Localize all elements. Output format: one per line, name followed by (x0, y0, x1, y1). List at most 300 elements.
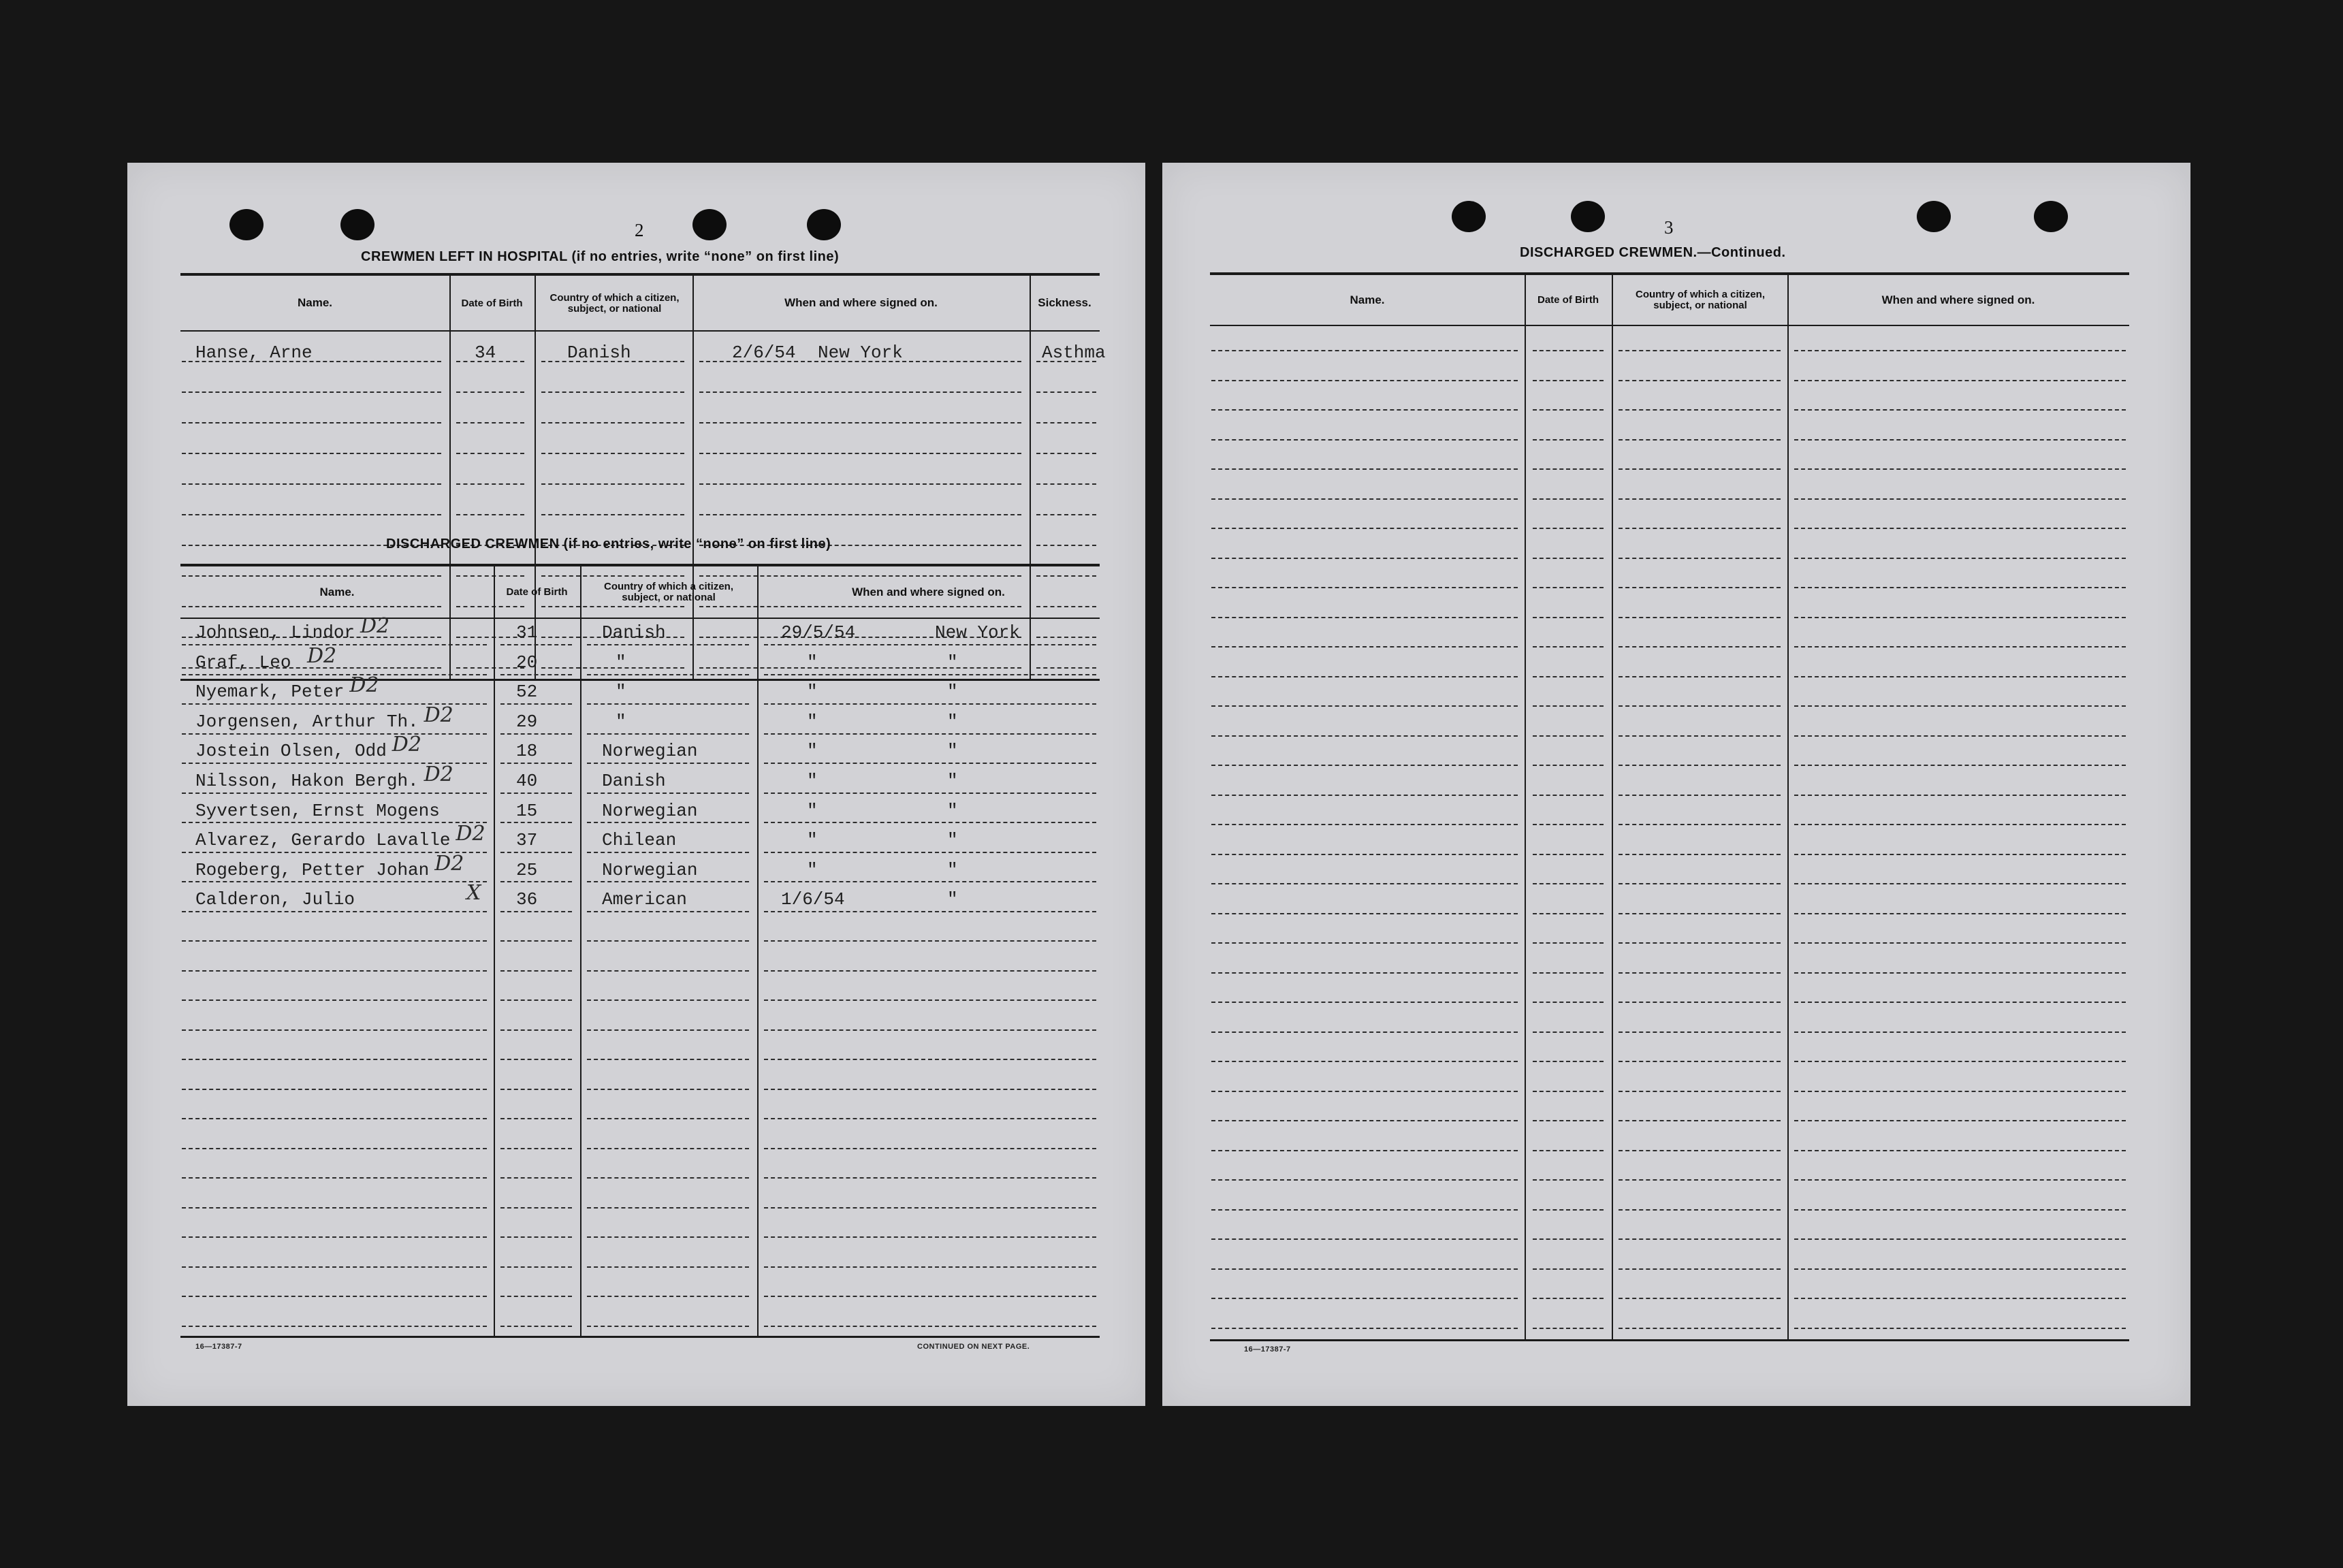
ruled-line (1533, 972, 1604, 974)
ruled-line (1533, 705, 1604, 707)
ruled-line (1794, 646, 2126, 647)
ruled-line (1533, 1002, 1604, 1003)
ruled-line (500, 644, 572, 645)
ruled-line (1211, 1238, 1518, 1240)
ruled-line (1533, 498, 1604, 500)
ruled-line (1619, 1091, 1781, 1092)
ruled-line (1619, 705, 1781, 707)
ruled-line (500, 940, 572, 942)
ruled-line (1619, 409, 1781, 411)
ruled-line (1533, 468, 1604, 470)
ruled-line (1533, 913, 1604, 914)
handwritten-annotation: D2 (349, 673, 379, 698)
ruled-line (1211, 883, 1518, 884)
ruled-line (1619, 1238, 1781, 1240)
ruled-line (1619, 735, 1781, 737)
ruled-line (500, 1326, 572, 1327)
ruled-line (1619, 1179, 1781, 1181)
ruled-line (587, 733, 749, 735)
punch-hole (229, 209, 264, 240)
ruled-line (1794, 1238, 2126, 1240)
crew-dob: 18 (516, 741, 538, 762)
crew-signed-date: " (807, 652, 818, 673)
ruled-line (456, 514, 524, 515)
ruled-line (764, 1296, 1096, 1297)
ruled-line (182, 1296, 487, 1297)
ruled-line (1533, 409, 1604, 411)
ruled-line (1533, 1298, 1604, 1299)
hospital-sickness: Asthma (1042, 342, 1106, 363)
handwritten-annotation: X (466, 881, 481, 906)
crew-dob: 37 (516, 830, 538, 851)
ruled-line (1211, 1031, 1518, 1033)
ruled-line (1211, 498, 1518, 500)
ruled-line (1211, 795, 1518, 796)
ruled-line (500, 1029, 572, 1031)
header-sickness: Sickness. (1038, 296, 1091, 309)
ruled-line (1211, 558, 1518, 559)
ruled-line (1794, 380, 2126, 381)
header-date-of-birth: Date of Birth (1537, 293, 1599, 306)
ruled-line (1794, 795, 2126, 796)
ruled-line (1794, 676, 2126, 677)
ruled-line (764, 793, 1096, 794)
ruled-line (1794, 765, 2126, 766)
ruled-line (1794, 498, 2126, 500)
ruled-line (1619, 468, 1781, 470)
ruled-line (456, 361, 524, 362)
crew-country: " (616, 711, 626, 732)
ruled-line (1211, 676, 1518, 677)
header-name: Name. (319, 585, 355, 598)
ruled-line (500, 1236, 572, 1238)
ruled-line (1619, 1031, 1781, 1033)
ruled-line (587, 999, 749, 1001)
ruled-line (1619, 765, 1781, 766)
ruled-line (500, 999, 572, 1001)
ruled-line (1794, 409, 2126, 411)
ruled-line (1794, 468, 2126, 470)
crew-dob: 20 (516, 652, 538, 673)
punch-hole (1571, 201, 1605, 232)
ruled-line (1794, 972, 2126, 974)
ruled-line (500, 1148, 572, 1149)
ruled-line (182, 940, 487, 942)
ruled-line (764, 822, 1096, 823)
ruled-line (764, 1326, 1096, 1327)
ruled-line (764, 999, 1096, 1001)
ruled-line (764, 703, 1096, 705)
ruled-line (541, 361, 684, 362)
punch-hole (1452, 201, 1486, 232)
ruled-line (1794, 1328, 2126, 1329)
header-signed-on: When and where signed on. (1881, 293, 2035, 306)
ruled-line (500, 793, 572, 794)
ruled-line (1619, 1268, 1781, 1270)
header-name: Name. (297, 296, 333, 309)
ruled-line (1036, 453, 1096, 454)
ruled-line (500, 1059, 572, 1060)
ruled-line (182, 483, 441, 485)
ruled-line (1794, 1298, 2126, 1299)
ruled-line (1794, 1002, 2126, 1003)
ruled-line (1211, 617, 1518, 618)
crew-signed-date: " (807, 741, 818, 762)
ruled-line (699, 514, 1021, 515)
ruled-line (699, 361, 1021, 362)
ruled-line (182, 1059, 487, 1060)
ruled-line (699, 422, 1021, 423)
ruled-line (1211, 705, 1518, 707)
ruled-line (1794, 439, 2126, 441)
ruled-line (1794, 705, 2126, 707)
ruled-line (1619, 795, 1781, 796)
ruled-line (1619, 498, 1781, 500)
ruled-line (1533, 1091, 1604, 1092)
page-number: 2 (635, 220, 644, 240)
ruled-line (1533, 1328, 1604, 1329)
ruled-line (1211, 854, 1518, 855)
crew-dob: 36 (516, 889, 538, 910)
ruled-line (1794, 587, 2126, 588)
header-signed-on: When and where signed on. (784, 296, 938, 309)
punch-hole (2034, 201, 2068, 232)
crew-country: Chilean (602, 830, 677, 851)
header-country: Country of which a citizen, subject, or national (1635, 288, 1765, 311)
crew-signed-place: " (947, 889, 958, 910)
ruled-line (1794, 913, 2126, 914)
ruled-line (541, 514, 684, 515)
ruled-line (1533, 1268, 1604, 1270)
ruled-line (587, 1296, 749, 1297)
header-signed-on: When and where signed on. (852, 585, 1005, 598)
ruled-line (1619, 350, 1781, 351)
ruled-line (764, 1177, 1096, 1179)
crew-country: " (616, 652, 626, 673)
ruled-line (1794, 1268, 2126, 1270)
ruled-line (587, 1236, 749, 1238)
ruled-line (500, 763, 572, 764)
ruled-line (764, 1089, 1096, 1090)
crew-name: Nilsson, Hakon Bergh. (195, 771, 419, 791)
form-number: 16—17387-7 (1244, 1345, 1291, 1354)
ruled-line (456, 391, 524, 393)
ruled-line (1619, 1120, 1781, 1121)
ruled-line (1533, 617, 1604, 618)
crew-country: American (602, 889, 687, 910)
crew-name: Syvertsen, Ernst Mogens (195, 800, 440, 821)
ruled-line (1533, 350, 1604, 351)
ruled-line (1211, 1328, 1518, 1329)
ruled-line (1533, 1031, 1604, 1033)
ruled-line (587, 1089, 749, 1090)
ruled-line (541, 453, 684, 454)
ruled-line (1533, 676, 1604, 677)
ruled-line (1619, 913, 1781, 914)
ruled-line (587, 940, 749, 942)
ruled-line (764, 852, 1096, 853)
ruled-line (1533, 854, 1604, 855)
ruled-line (1211, 439, 1518, 441)
ruled-line (1794, 1031, 2126, 1033)
ruled-line (1794, 1091, 2126, 1092)
handwritten-annotation: D2 (307, 643, 337, 668)
ruled-line (587, 1118, 749, 1119)
ruled-line (182, 733, 487, 735)
ruled-line (1533, 824, 1604, 825)
ruled-line (500, 733, 572, 735)
ruled-line (1036, 361, 1096, 362)
ruled-line (182, 1118, 487, 1119)
ruled-line (1533, 1179, 1604, 1181)
crew-name: Nyemark, Peter (195, 682, 345, 703)
crew-signed-date: " (807, 800, 818, 821)
ruled-line (1036, 545, 1096, 546)
ruled-line (1211, 1268, 1518, 1270)
ruled-line (1036, 422, 1096, 423)
ruled-line (456, 453, 524, 454)
ruled-line (587, 1148, 749, 1149)
ruled-line (1211, 646, 1518, 647)
ruled-line (764, 1029, 1096, 1031)
ruled-line (1619, 617, 1781, 618)
hospital-dob: 34 (475, 342, 496, 363)
ruled-line (182, 793, 487, 794)
ruled-line (1619, 439, 1781, 441)
punch-hole (807, 209, 841, 240)
ruled-line (1211, 1002, 1518, 1003)
ruled-line (764, 1059, 1096, 1060)
ruled-line (587, 911, 749, 912)
ruled-line (1211, 1091, 1518, 1092)
ruled-line (764, 1148, 1096, 1149)
ruled-line (456, 422, 524, 423)
discharged-continued-title: DISCHARGED CREWMEN.—Continued. (1520, 245, 1786, 260)
header-date-of-birth: Date of Birth (506, 586, 568, 598)
ruled-line (1619, 942, 1781, 944)
crew-signed-place: New York (935, 622, 1020, 643)
ruled-line (1794, 1179, 2126, 1181)
ruled-line (587, 1266, 749, 1268)
hospital-place: New York (818, 342, 903, 363)
ruled-line (699, 483, 1021, 485)
right-page (1162, 163, 2190, 1406)
crew-country: " (616, 682, 626, 703)
ruled-line (764, 1207, 1096, 1209)
ruled-line (182, 999, 487, 1001)
hospital-country: Danish (567, 342, 631, 363)
crew-signed-date: 29/5/54 (781, 622, 856, 643)
ruled-line (587, 674, 749, 675)
ruled-line (587, 1059, 749, 1060)
ruled-line (182, 391, 441, 393)
ruled-line (500, 881, 572, 882)
crew-signed-date: " (807, 771, 818, 791)
crew-name: Johnsen, Lindor (195, 622, 355, 643)
ruled-line (182, 1089, 487, 1090)
ruled-line (182, 422, 441, 423)
crew-name: Jorgensen, Arthur Th. (195, 711, 419, 732)
handwritten-annotation: D2 (434, 851, 464, 876)
ruled-line (1533, 1238, 1604, 1240)
ruled-line (541, 422, 684, 423)
page-number: 3 (1664, 217, 1674, 238)
ruled-line (182, 911, 487, 912)
crew-signed-date: " (807, 711, 818, 732)
ruled-line (500, 1089, 572, 1090)
ruled-line (1533, 735, 1604, 737)
ruled-line (587, 822, 749, 823)
crew-signed-date: " (807, 682, 818, 703)
ruled-line (500, 852, 572, 853)
ruled-line (1619, 972, 1781, 974)
ruled-line (587, 881, 749, 882)
handwritten-annotation: D2 (424, 703, 453, 727)
ruled-line (500, 674, 572, 675)
ruled-line (1533, 1209, 1604, 1211)
ruled-line (1619, 558, 1781, 559)
crew-country: Danish (602, 622, 666, 643)
crew-dob: 31 (516, 622, 538, 643)
ruled-line (1533, 883, 1604, 884)
ruled-line (182, 822, 487, 823)
ruled-line (1211, 735, 1518, 737)
ruled-line (1794, 528, 2126, 529)
crew-dob: 52 (516, 682, 538, 703)
crew-dob: 15 (516, 800, 538, 821)
ruled-line (1036, 391, 1096, 393)
ruled-line (699, 391, 1021, 393)
ruled-line (1619, 824, 1781, 825)
ruled-line (182, 881, 487, 882)
ruled-line (500, 1207, 572, 1209)
ruled-line (500, 1266, 572, 1268)
ruled-line (1619, 587, 1781, 588)
ruled-line (1211, 409, 1518, 411)
ruled-line (1533, 765, 1604, 766)
crew-name: Alvarez, Gerardo Lavalle (195, 830, 451, 851)
ruled-line (764, 911, 1096, 912)
ruled-line (182, 361, 441, 362)
left-page (127, 163, 1145, 1406)
ruled-line (1036, 483, 1096, 485)
ruled-line (764, 940, 1096, 942)
crew-dob: 29 (516, 711, 538, 732)
header-name: Name. (1350, 293, 1385, 306)
ruled-line (1619, 1002, 1781, 1003)
ruled-line (764, 644, 1096, 645)
ruled-line (1619, 1298, 1781, 1299)
ruled-line (764, 1118, 1096, 1119)
discharged-section-title: DISCHARGED CREWMEN (if no entries, write “none” on first line) (386, 537, 831, 551)
hospital-name: Hanse, Arne (195, 342, 313, 363)
crew-signed-date: 1/6/54 (781, 889, 845, 910)
ruled-line (764, 733, 1096, 735)
crew-signed-place: " (947, 830, 958, 851)
crew-signed-date: " (807, 859, 818, 880)
crew-country: Norwegian (602, 800, 698, 821)
ruled-line (764, 881, 1096, 882)
ruled-line (1619, 380, 1781, 381)
handwritten-annotation: D2 (456, 822, 485, 846)
ruled-line (764, 763, 1096, 764)
ruled-line (182, 1177, 487, 1179)
ruled-line (1533, 439, 1604, 441)
ruled-line (1619, 1150, 1781, 1151)
ruled-line (764, 674, 1096, 675)
ruled-line (1619, 854, 1781, 855)
ruled-line (500, 1177, 572, 1179)
ruled-line (182, 674, 487, 675)
discharged-table (180, 564, 1100, 1338)
ruled-line (1794, 942, 2126, 944)
crew-signed-place: " (947, 652, 958, 673)
punch-hole (1917, 201, 1951, 232)
ruled-line (1794, 558, 2126, 559)
ruled-line (1211, 1298, 1518, 1299)
ruled-line (1533, 1150, 1604, 1151)
ruled-line (500, 1118, 572, 1119)
crew-country: Norwegian (602, 859, 698, 880)
ruled-line (182, 1207, 487, 1209)
crew-name: Graf, Leo (195, 652, 291, 673)
ruled-line (587, 1029, 749, 1031)
ruled-line (1533, 646, 1604, 647)
header-date-of-birth: Date of Birth (461, 298, 523, 309)
crew-signed-place: " (947, 682, 958, 703)
punch-hole (340, 209, 374, 240)
ruled-line (1211, 942, 1518, 944)
crew-name: Calderon, Julio (195, 889, 355, 910)
ruled-line (1533, 587, 1604, 588)
ruled-line (1211, 528, 1518, 529)
ruled-line (587, 1207, 749, 1209)
ruled-line (587, 793, 749, 794)
ruled-line (699, 453, 1021, 454)
ruled-line (1211, 1150, 1518, 1151)
ruled-line (500, 911, 572, 912)
ruled-line (1211, 1061, 1518, 1062)
ruled-line (1619, 646, 1781, 647)
crew-name: Jostein Olsen, Odd (195, 741, 387, 762)
ruled-line (1533, 942, 1604, 944)
ruled-line (1794, 1209, 2126, 1211)
ruled-line (1794, 854, 2126, 855)
ruled-line (1211, 468, 1518, 470)
ruled-line (764, 1236, 1096, 1238)
ruled-line (1794, 824, 2126, 825)
ruled-line (587, 852, 749, 853)
header-country: Country of which a citizen, subject, or national (603, 580, 733, 603)
header-country: Country of which a citizen, subject, or national (549, 292, 680, 315)
ruled-line (1794, 1061, 2126, 1062)
ruled-line (1533, 528, 1604, 529)
ruled-line (1211, 765, 1518, 766)
ruled-line (1211, 587, 1518, 588)
ruled-line (1533, 380, 1604, 381)
hospital-section-title: CREWMEN LEFT IN HOSPITAL (if no entries, write “none” on first line) (361, 249, 840, 264)
ruled-line (1211, 1179, 1518, 1181)
crew-country: Danish (602, 771, 666, 791)
ruled-line (587, 1177, 749, 1179)
ruled-line (764, 1266, 1096, 1268)
crew-signed-place: " (947, 800, 958, 821)
hospital-date: 2/6/54 (732, 342, 796, 363)
ruled-line (1533, 795, 1604, 796)
ruled-line (1794, 1150, 2126, 1151)
ruled-line (541, 391, 684, 393)
punch-hole (692, 209, 727, 240)
